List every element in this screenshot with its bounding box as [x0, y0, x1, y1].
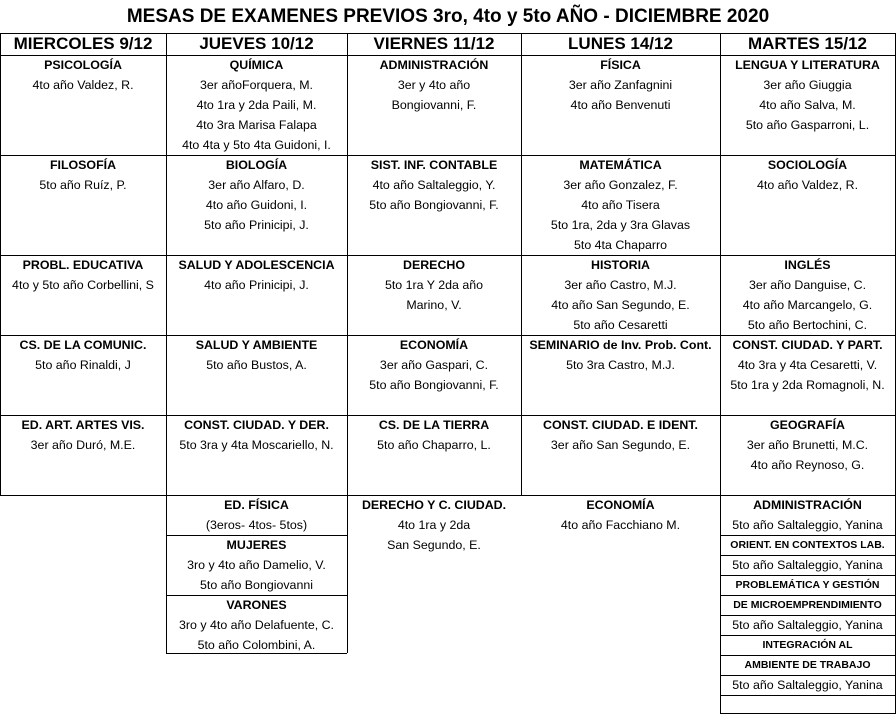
subject-heading: DE MICROEMPRENDIMIENTO [733, 599, 882, 611]
exam-entry: 4to año Valdez, R. [756, 178, 859, 192]
subject-heading: AMBIENTE DE TRABAJO [744, 659, 871, 671]
exam-entry: (3eros- 4tos- 5tos) [205, 518, 308, 532]
grid-line [720, 595, 896, 596]
exam-entry: 4to año Facchiano M. [560, 518, 681, 532]
subject-heading: ED. ART. ARTES VIS. [21, 418, 145, 432]
exam-entry: 4to año Saltaleggio, Y. [372, 178, 496, 192]
exam-entry: 5to año Rinaldi, J [35, 358, 131, 372]
grid-line [0, 415, 896, 416]
exam-entry: 5to año Ruíz, P. [39, 178, 127, 192]
subject-heading: FILOSOFÍA [49, 158, 117, 172]
exam-entry: 3er año Castro, M.J. [564, 278, 677, 292]
subject-heading: CONST. CIUDAD. Y DER. [184, 418, 329, 432]
exam-entry: 5to 3ra y 4ta Moscariello, N. [179, 438, 334, 452]
subject-heading: MATEMÁTICA [579, 158, 662, 172]
exam-entry: 5to 1ra Y 2da año [384, 278, 484, 292]
subject-heading: ECONOMÍA [399, 338, 469, 352]
exam-entry: 5to año Bongiovanni, F. [369, 198, 499, 212]
grid-line [0, 495, 896, 496]
exam-entry: 5to año Bongiovanni, F. [369, 378, 499, 392]
exam-entry: San Segundo, E. [387, 538, 481, 552]
subject-heading: GEOGRAFÍA [769, 418, 846, 432]
exam-entry: 4to 1ra y 2da [397, 518, 471, 532]
exam-entry: 5to año Colombini, A. [197, 638, 316, 652]
exam-entry: 5to año Saltaleggio, Yanina [732, 558, 883, 572]
exam-entry: 5to año Chaparro, L. [377, 438, 491, 452]
subject-heading: DERECHO Y C. CIUDAD. [361, 498, 507, 512]
grid-line [0, 55, 896, 56]
grid-line [720, 655, 896, 656]
grid-line [0, 155, 896, 156]
exam-entry: 4to año Valdez, R. [32, 78, 134, 92]
exam-entry: 4to año San Segundo, E. [551, 298, 690, 312]
subject-heading: PROBL. EDUCATIVA [22, 258, 144, 272]
day-header: MARTES 15/12 [747, 34, 868, 53]
exam-entry: 5to 1ra y 2da Romagnoli, N. [730, 378, 885, 392]
exam-entry: 4to y 5to año Corbellini, S [12, 278, 154, 292]
exam-entry: 3ro y 4to año Delafuente, C. [179, 618, 334, 632]
exam-entry: 4to 3ra y 4ta Cesaretti, V. [737, 358, 878, 372]
exam-entry: 4to año Prinicipi, J. [204, 278, 309, 292]
exam-entry: 4to año Marcangelo, G. [742, 298, 873, 312]
exam-entry: 5to año Gasparroni, L. [745, 118, 870, 132]
exam-entry: 5to año Cesaretti [573, 318, 668, 332]
subject-heading: CONST. CIUDAD. Y PART. [732, 338, 883, 352]
exam-entry: 5to año Prinicipi, J. [204, 218, 309, 232]
exam-entry: 5to 4ta Chaparro [574, 238, 667, 252]
exam-entry: 5to año Bongiovanni [200, 578, 313, 592]
exam-entry: 3er año Zanfagnini [568, 78, 673, 92]
exam-entry: 5to 3ra Castro, M.J. [566, 358, 675, 372]
subject-heading: CONST. CIUDAD. E IDENT. [543, 418, 698, 432]
grid-line [720, 575, 896, 576]
day-header: MIERCOLES 9/12 [13, 34, 153, 53]
exam-entry: 4to 4ta y 5to 4ta Guidoni, I. [182, 138, 331, 152]
exam-entry: 4to 3ra Marisa Falapa [196, 118, 317, 132]
grid-line [720, 615, 896, 616]
grid-line [0, 255, 896, 256]
exam-entry: 3er año Duró, M.E. [30, 438, 136, 452]
subject-heading: ECONOMÍA [586, 498, 655, 512]
subject-heading: ADMINISTRACIÓN [379, 58, 489, 72]
subject-heading: PROBLEMÁTICA Y GESTIÓN [735, 579, 880, 591]
grid-line [166, 33, 167, 653]
grid-line [720, 695, 896, 696]
subject-heading: SALUD Y ADOLESCENCIA [178, 258, 335, 272]
subject-heading: HISTORIA [591, 258, 650, 272]
exam-entry: 3ro y 4to año Damelio, V. [187, 558, 326, 572]
grid-line [720, 555, 896, 556]
subject-heading: SALUD Y AMBIENTE [195, 338, 318, 352]
exam-entry: 3er y 4to año [397, 78, 471, 92]
subject-heading: INGLÉS [784, 258, 831, 272]
exam-entry: 4to año Reynoso, G. [750, 458, 865, 472]
subject-heading: VARONES [226, 598, 287, 612]
subject-heading: SIST. INF. CONTABLE [370, 158, 498, 172]
grid-line [720, 635, 896, 636]
day-header: JUEVES 10/12 [199, 34, 314, 53]
grid-line [166, 653, 347, 654]
subject-heading: BIOLOGÍA [225, 158, 288, 172]
exam-entry: 3er año Giuggia [763, 78, 852, 92]
grid-line [166, 535, 347, 536]
exam-entry: 5to año Saltaleggio, Yanina [732, 518, 883, 532]
exam-entry: 4to año Tisera [581, 198, 660, 212]
exam-entry: 3er año San Segundo, E. [550, 438, 691, 452]
exam-entry: 3er año Gaspari, C. [379, 358, 489, 372]
exam-entry: 4to año Salva, M. [759, 98, 856, 112]
subject-heading: CS. DE LA TIERRA [378, 418, 490, 432]
day-header: VIERNES 11/12 [373, 34, 495, 53]
subject-heading: QUÍMICA [229, 58, 284, 72]
subject-heading: DERECHO [403, 258, 465, 272]
grid-line [347, 33, 348, 653]
exam-entry: 4to 1ra y 2da Paili, M. [196, 98, 317, 112]
exam-entry: 5to año Saltaleggio, Yanina [732, 618, 883, 632]
subject-heading: INTEGRACIÓN AL [762, 639, 853, 651]
grid-line [0, 33, 1, 495]
exam-entry: 5to año Bertochini, C. [747, 318, 868, 332]
exam-entry: 4to año Benvenuti [570, 98, 671, 112]
exam-entry: Bongiovanni, F. [391, 98, 477, 112]
exam-entry: 5to año Bustos, A. [206, 358, 307, 372]
subject-heading: SOCIOLOGÍA [767, 158, 848, 172]
page-title: MESAS DE EXAMENES PREVIOS 3ro, 4to y 5to AÑO - DICIEMBRE 2020 [126, 6, 770, 27]
grid-line [720, 535, 896, 536]
day-header: LUNES 14/12 [568, 34, 673, 53]
subject-heading: FÍSICA [600, 58, 641, 72]
exam-entry: 5to 1ra, 2da y 3ra Glavas [550, 218, 691, 232]
subject-heading: MUJERES [226, 538, 287, 552]
subject-heading: ED. FÍSICA [224, 498, 289, 512]
subject-heading: LENGUA Y LITERATURA [735, 58, 880, 72]
subject-heading: PSICOLOGÍA [44, 58, 122, 72]
exam-entry: 3er año Brunetti, M.C. [746, 438, 869, 452]
exam-entry: 3er año Gonzalez, F. [563, 178, 678, 192]
grid-line [0, 335, 896, 336]
grid-line [166, 595, 347, 596]
grid-line [521, 33, 522, 495]
subject-heading: CS. DE LA COMUNIC. [19, 338, 147, 352]
exam-entry: 3er año Alfaro, D. [208, 178, 305, 192]
grid-line [720, 33, 721, 714]
exam-entry: 3er añoForquera, M. [200, 78, 313, 92]
grid-line [720, 675, 896, 676]
exam-entry: Marino, V. [406, 298, 462, 312]
subject-heading: ADMINISTRACIÓN [753, 498, 862, 512]
grid-line [0, 33, 896, 34]
subject-heading: ORIENT. EN CONTEXTOS LAB. [730, 539, 885, 551]
subject-heading: SEMINARIO de Inv. Prob. Cont. [529, 338, 712, 352]
exam-entry: 4to año Guidoni, I. [205, 198, 308, 212]
exam-entry: 3er año Danguise, C. [748, 278, 867, 292]
exam-entry: 5to año Saltaleggio, Yanina [732, 678, 883, 692]
